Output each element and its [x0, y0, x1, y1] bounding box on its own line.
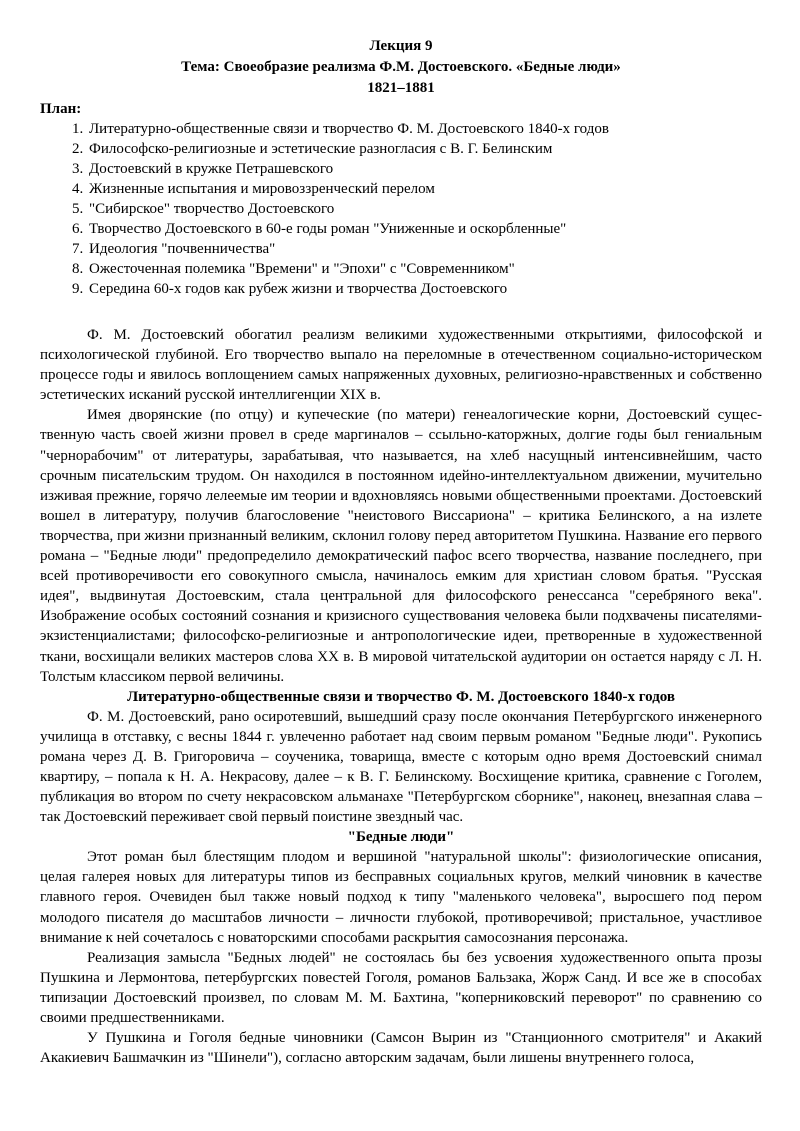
- plan-item: 2. Философско-религиозные и эстетические разногласия с В. Г. Белинским: [87, 139, 762, 159]
- plan-title: План:: [40, 101, 82, 117]
- section-heading: "Бедные люди": [347, 829, 455, 846]
- section-paragraph: Ф. М. Достоевский, рано осиротевший, вышедший сразу после окончания Петербургского инженерного училища в отставку, с весны 1844 г. увлеченно работает над своим первым романом "Бедные люди". Рукопись романа через Д. В. Григоровича – соученика, товарища, вместе с которым одно время Достоевский снимал квартиру, – попала к Н. А. Некрасову, далее – к В. Г. Белинскому. Восхищение критика, сравнение с Гоголем, публикация во втором по счету некрасовском альманахе "Петербургском сборнике", наконец, внезапная слава – так Достоевский переживает свой первый поистине звездный час.: [40, 708, 762, 826]
- lecture-years: 1821–1881: [367, 80, 435, 96]
- plan-item: 9. Середина 60-х годов как рубеж жизни и творчества Достоевского: [87, 279, 762, 299]
- document-page: [40, 36, 762, 1068]
- plan-item: 1. Литературно-общественные связи и творчество Ф. М. Достоевского 1840-х годов: [87, 119, 762, 139]
- plan-item: 6. Творчество Достоевского в 60-е годы роман "Униженные и оскорбленные": [87, 219, 762, 239]
- lecture-topic: Тема: Своеобразие реализма Ф.М. Достоевского. «Бедные люди»: [181, 59, 621, 75]
- spacer: [40, 299, 762, 325]
- section-heading: Литературно-общественные связи и творчество Ф. М. Достоевского 1840-х годов: [126, 688, 676, 705]
- plan-item: 5. "Сибирское" творчество Достоевского: [87, 199, 762, 219]
- section-paragraph: Этот роман был блестящим плодом и вершиной "натуральной школы": физиологические описания, целая галерея новых для литературы типов из бесправных социальных кругов, мелкий чиновник в качестве главного героя. Очевиден был также новый подход к типу "маленького человека", выросшего под пером молодого писателя до масштабов личности – личности глубокой, противоречивой; пристальное, участливое внимание к ней сочеталось с новаторскими способами раскрытия самосознания персонажа.: [40, 849, 762, 946]
- plan-list: [40, 119, 762, 299]
- intro-paragraph: Ф. М. Достоевский обогатил реализм великими художественными открытиями, философской и психологической глубиной. Его творчество выпало на переломные в отечественном социально-историческом процессе годы и явилось воплощением самых напряженных духовных, религиозно-нравственных и собственно эстетических исканий русской интеллигенции XIX в.: [40, 327, 762, 404]
- intro-paragraph: Имея дворянские (по отцу) и купеческие (по матери) генеалогические корни, Достоевский существенную часть своей жизни провел в среде маргиналов – ссыльно-каторжных, долгие годы был гениальным "чернорабочим" от литературы, зарабатывая, что называется, на хлеб насущный интенсивнейшим, часто срочным писательским трудом. Он находился в постоянном идейно-интеллектуальном движении, мучительно изживая прежние, горячо лелеемые им теории и вдохновляясь новыми общественными проектами. Достоевский вошел в литературу, получив благословение "неистового Виссариона" – критика Белинского, а на излете творчества, при жизни признанный великим, склонил голову перед авторитетом Пушкина. Название его первого романа – "Бедные люди" предопределило демократический пафос всего творчества, название последнего, при всей противоречивости его совокупного смысла, начиналось емким для христиан словом братья. "Русская идея", выдвинутая Достоевским, стала центральной для философского ренессанса "серебряного века". Изображение особых состояний сознания и кризисного существования человека были подхвачены писателями-экзистенциалистами; философско-религиозные и антропологические идеи, претворенные в художественной ткани, восхищали великих мастеров слова XX в. В мировой читательской аудитории он остается наряду с Л. Н. Толстым классиком первой величины.: [40, 407, 762, 685]
- plan-item: 7. Идеология "почвенничества": [87, 239, 762, 259]
- section-paragraph: У Пушкина и Гоголя бедные чиновники (Самсон Вырин из "Станционного смотрителя" и Акакий Акакиевич Башмачкин из "Шинели"), согласно авторским задачам, были лишены внутреннего голоса,: [40, 1030, 762, 1067]
- lecture-number: Лекция 9: [369, 38, 433, 54]
- plan-item: 4. Жизненные испытания и мировоззренческий перелом: [87, 179, 762, 199]
- plan-item: 8. Ожесточенная полемика "Времени" и "Эпохи" с "Современником": [87, 259, 762, 279]
- section-paragraph: Реализация замысла "Бедных людей" не состоялась бы без усвоения художественного опыта прозы Пушкина и Лермонтова, петербургских повестей Гоголя, романов Бальзака, Жорж Санд. И все же в способах типизации Достоевский произвел, по словам М. М. Бахтина, "коперниковский переворот" по сравнению со своими предшественниками.: [40, 949, 762, 1026]
- plan-item: 3. Достоевский в кружке Петрашевского: [87, 159, 762, 179]
